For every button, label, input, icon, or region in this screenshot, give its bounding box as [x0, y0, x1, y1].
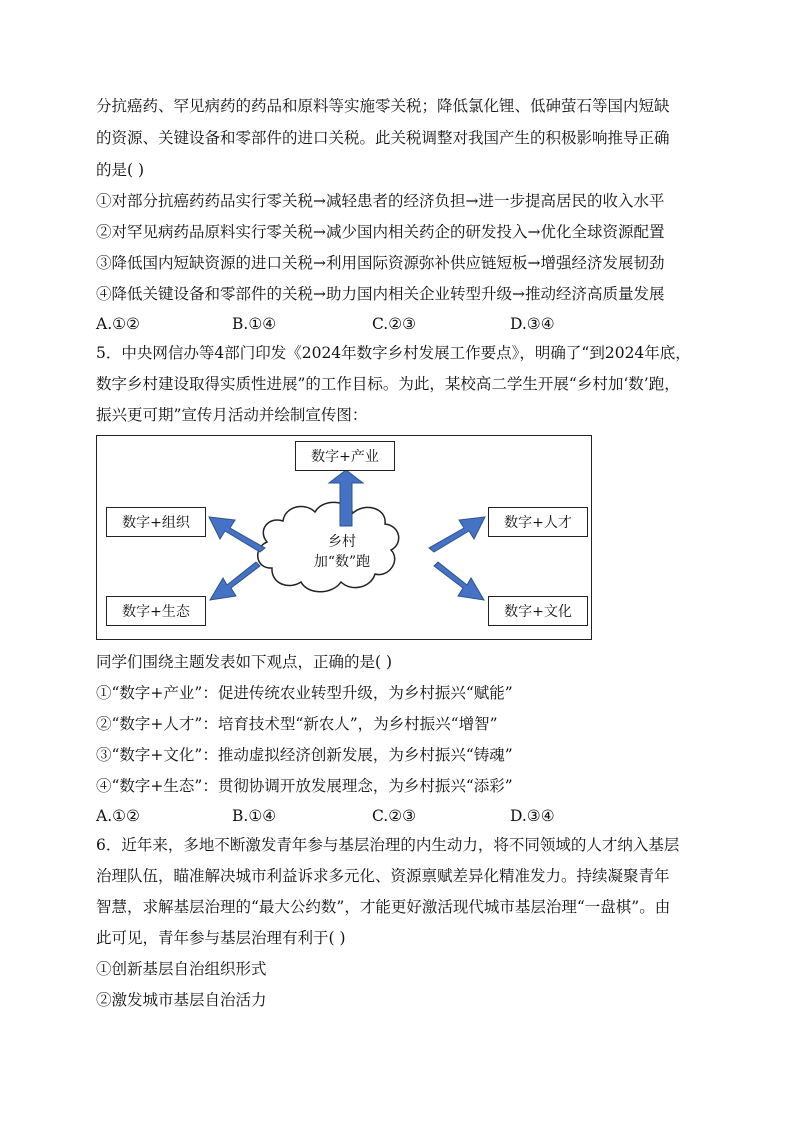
arrow-up-left-icon	[209, 517, 265, 552]
q6-stem-line-1: 6．近年来，多地不断激发青年参与基层治理的内生动力，将不同领域的人才纳入基层	[96, 836, 680, 854]
q5-option-d: D.③④	[510, 807, 555, 825]
box-digital-ecology: 数字+生态	[106, 596, 206, 626]
q4-statement-4: ④降低关键设备和零部件的关税→助力国内相关企业转型升级→推动经济高质量发展	[96, 285, 665, 303]
arrow-down-right-icon	[434, 562, 484, 600]
cloud-label	[287, 532, 397, 572]
q5-option-a: A.①②	[96, 807, 140, 825]
q4-stem-line-2: 的资源、关键设备和零部件的进口关税。此关税调整对我国产生的积极影响推导正确	[96, 129, 670, 147]
q4-statement-2: ②对罕见病药品原料实行零关税→减少国内相关药企的研发投入→优化全球资源配置	[96, 223, 665, 241]
q4-statement-1: ①对部分抗癌药药品实行零关税→减轻患者的经济负担→进一步提高居民的收入水平	[96, 192, 665, 210]
q6-stem-line-2: 治理队伍，瞄准解决城市利益诉求多元化、资源禀赋差异化精准发力。持续凝聚青年	[96, 867, 670, 885]
box-digital-industry: 数字+产业	[295, 441, 395, 471]
q5-stem-line-3: 振兴更可期”宣传月活动并绘制宣传图：	[96, 406, 368, 424]
q5-after-diagram: 同学们围绕主题发表如下观点，正确的是( )	[96, 653, 393, 671]
box-digital-organization: 数字+组织	[106, 507, 206, 537]
promo-diagram	[96, 435, 592, 640]
q4-option-d: D.③④	[510, 315, 555, 333]
box-digital-talent: 数字+人才	[488, 507, 588, 537]
q5-statement-1: ①“数字+产业”：促进传统农业转型升级，为乡村振兴“赋能”	[96, 684, 513, 702]
cloud-label-line-1: 乡村	[328, 534, 356, 550]
q6-statement-1: ①创新基层自治组织形式	[96, 960, 267, 978]
q6-stem-line-3: 智慧，求解基层治理的“最大公约数”，才能更好激活现代城市基层治理“一盘棋”。由	[96, 898, 671, 916]
q5-statement-2: ②“数字+人才”：培育技术型“新农人”，为乡村振兴“增智”	[96, 715, 498, 733]
arrow-up-right-icon	[429, 517, 485, 552]
q5-option-c: C.②③	[372, 807, 417, 825]
q5-statement-3: ③“数字+文化”：推动虚拟经济创新发展，为乡村振兴“铸魂”	[96, 746, 513, 764]
q4-stem-line-1: 分抗癌药、罕见病药的药品和原料等实施零关税；降低氯化锂、低砷萤石等国内短缺	[96, 97, 670, 115]
q4-option-a: A.①②	[96, 315, 140, 333]
q5-stem-line-2: 数字乡村建设取得实质性进展”的工作目标。为此，某校高二学生开展“乡村加‘数’跑，	[96, 375, 680, 393]
q5-statement-4: ④“数字+生态”：贯彻协调开放发展理念，为乡村振兴“添彩”	[96, 777, 513, 795]
q4-stem-line-3: 的是( )	[96, 161, 145, 179]
q4-statement-3: ③降低国内短缺资源的进口关税→利用国际资源弥补供应链短板→增强经济发展韧劲	[96, 254, 665, 272]
cloud-label-line-2: 加“数”跑	[313, 554, 371, 570]
q5-stem-line-1: 5．中央网信办等4部门印发《2024年数字乡村发展工作要点》，明确了“到2024年底，	[96, 344, 691, 362]
q4-option-c: C.②③	[372, 315, 417, 333]
box-digital-culture: 数字+文化	[488, 596, 588, 626]
arrow-down-left-icon	[210, 562, 260, 600]
q4-option-b: B.①④	[232, 315, 277, 333]
q5-option-b: B.①④	[232, 807, 277, 825]
q6-stem-line-4: 此可见，青年参与基层治理有利于( )	[96, 929, 346, 947]
q6-statement-2: ②激发城市基层自治活力	[96, 991, 267, 1009]
